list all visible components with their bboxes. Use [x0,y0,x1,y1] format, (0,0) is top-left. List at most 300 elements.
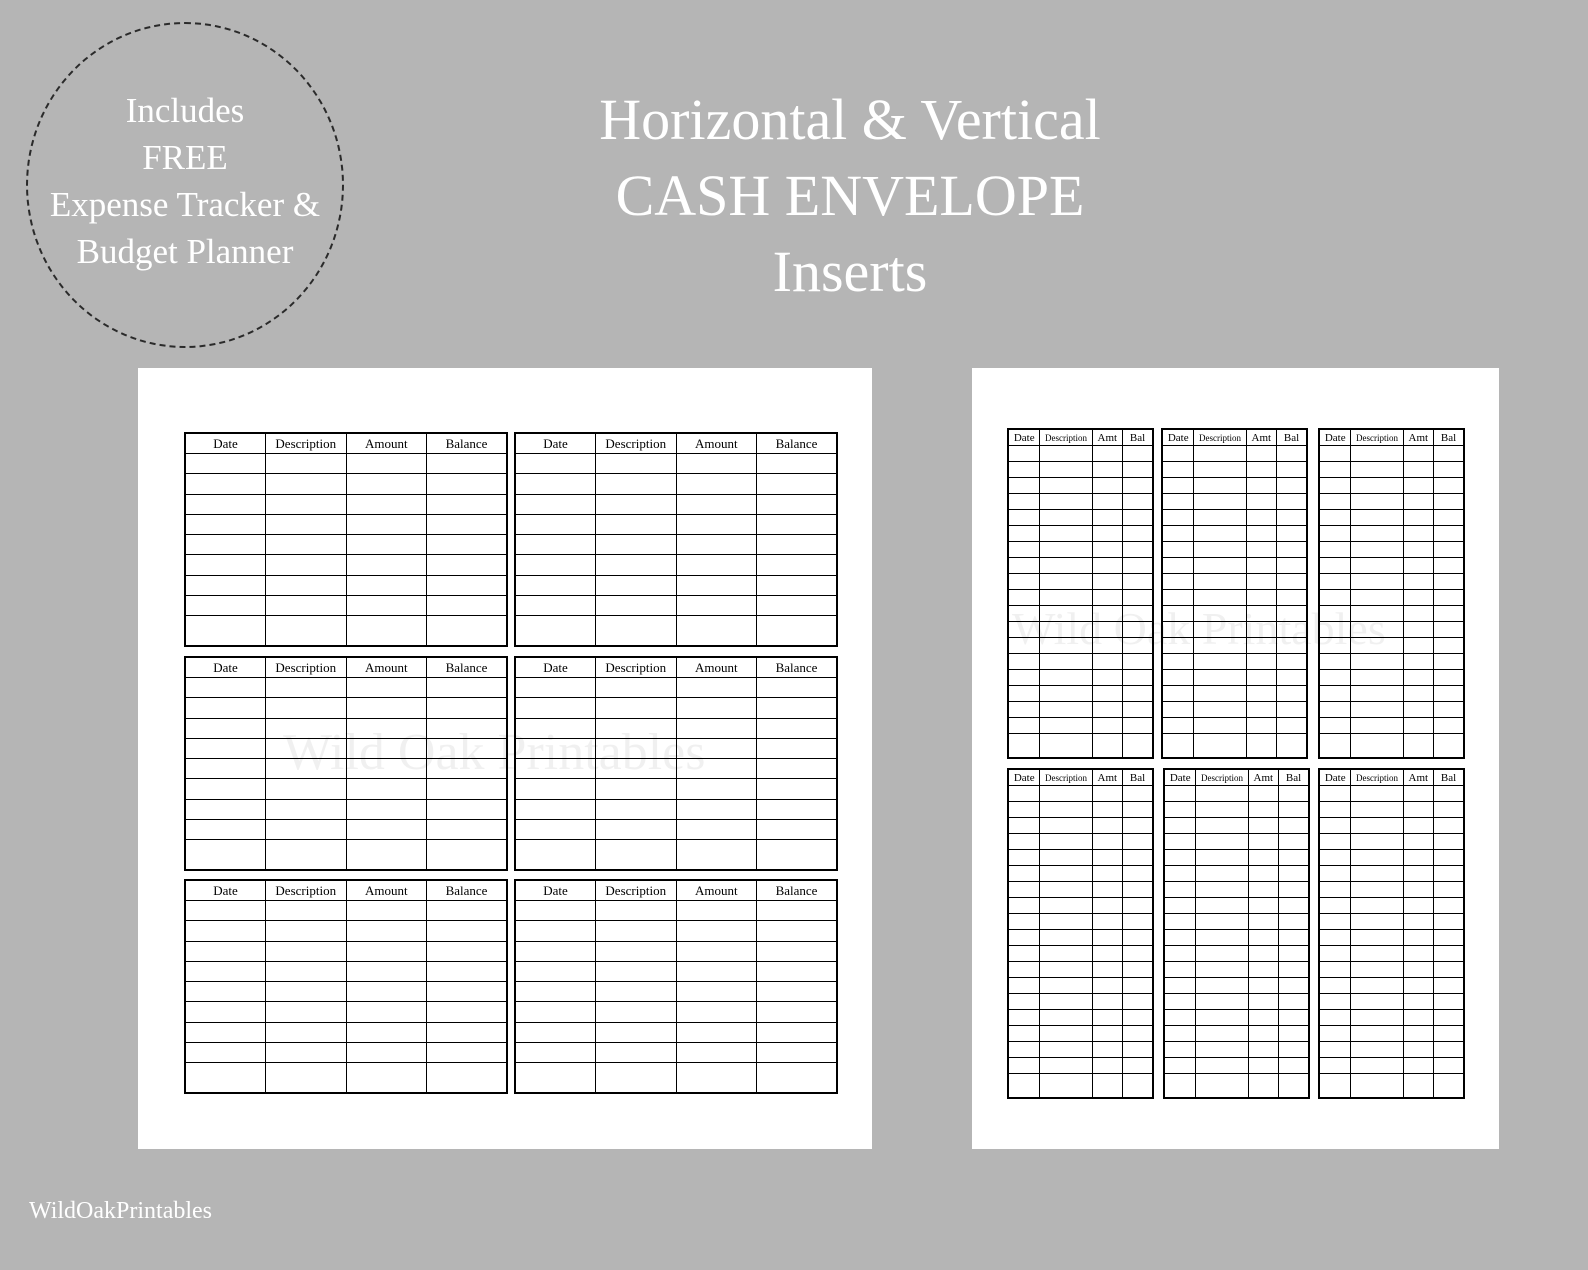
blank-cell [1279,978,1309,994]
table-row [1164,898,1309,914]
table-row [1008,574,1153,590]
blank-cell [1277,478,1307,494]
blank-cell [266,901,347,921]
blank-cell [1123,866,1153,882]
blank-cell [1092,1058,1122,1074]
blank-cell [1040,866,1092,882]
blank-cell [1319,446,1351,462]
blank-cell [1196,802,1248,818]
column-header-date: Date [1319,769,1351,786]
blank-cell [1040,702,1092,718]
table-row [185,718,507,738]
blank-cell [346,1002,427,1022]
blank-cell [1434,978,1464,994]
blank-cell [346,575,427,595]
blank-cell [1319,1074,1351,1098]
h-ledger-table [184,879,508,1094]
table-row [1319,914,1464,930]
blank-cell [1351,462,1403,478]
blank-cell [676,678,757,698]
blank-cell [1008,850,1040,866]
column-header-amount: Amount [676,433,757,454]
header-row [1319,769,1464,786]
blank-cell [1123,1058,1153,1074]
table-row [1319,606,1464,622]
blank-cell [1196,994,1248,1010]
blank-cell [596,1022,677,1042]
blank-cell [1196,930,1248,946]
blank-cell [515,799,596,819]
blank-cell [1434,478,1464,494]
blank-cell [757,555,838,575]
blank-cell [1164,1074,1196,1098]
blank-cell [1194,734,1246,758]
blank-cell [266,921,347,941]
blank-cell [757,921,838,941]
blank-cell [1040,786,1092,802]
blank-cell [1319,734,1351,758]
table-row [1319,882,1464,898]
blank-cell [1092,994,1122,1010]
blank-cell [1351,670,1403,686]
blank-cell [1162,510,1194,526]
table-row [515,454,837,474]
blank-cell [1279,802,1309,818]
blank-cell [1351,1026,1403,1042]
blank-cell [1434,962,1464,978]
blank-cell [1008,590,1040,606]
blank-cell [596,840,677,871]
blank-cell [1092,478,1122,494]
table-row [1164,978,1309,994]
table-row [1319,834,1464,850]
table-row [515,941,837,961]
table-row [1008,542,1153,558]
blank-cell [427,840,508,871]
blank-cell [1162,558,1194,574]
table-row [1162,590,1307,606]
blank-cell [1123,478,1153,494]
blank-cell [1277,606,1307,622]
table-row [1008,462,1153,478]
blank-cell [1351,494,1403,510]
blank-cell [1351,702,1403,718]
table-row [1162,670,1307,686]
blank-cell [1351,946,1403,962]
blank-cell [596,454,677,474]
blank-cell [427,799,508,819]
table-row [185,779,507,799]
blank-cell [1246,590,1276,606]
blank-cell [266,474,347,494]
table-row [1319,702,1464,718]
blank-cell [185,474,266,494]
blank-cell [1196,1058,1248,1074]
table-row [1162,622,1307,638]
blank-cell [1434,1042,1464,1058]
blank-cell [1040,526,1092,542]
blank-cell [757,819,838,839]
blank-cell [1351,686,1403,702]
column-header-date: Date [515,433,596,454]
blank-cell [676,901,757,921]
blank-cell [1008,930,1040,946]
blank-cell [427,921,508,941]
blank-cell [266,961,347,981]
table-row [1319,946,1464,962]
column-header-date: Date [1162,429,1194,446]
blank-cell [1040,1042,1092,1058]
blank-cell [1246,638,1276,654]
blank-cell [1403,850,1433,866]
blank-cell [1092,818,1122,834]
blank-cell [185,799,266,819]
blank-cell [1277,574,1307,590]
blank-cell [1196,962,1248,978]
blank-cell [427,759,508,779]
blank-cell [1319,914,1351,930]
table-row [1319,1058,1464,1074]
header-row [1164,769,1309,786]
h-ledger-table [514,656,838,871]
blank-cell [757,961,838,981]
blank-cell [1403,1058,1433,1074]
blank-cell [1246,510,1276,526]
blank-cell [1040,734,1092,758]
blank-cell [1248,898,1278,914]
blank-cell [1403,818,1433,834]
blank-cell [1246,654,1276,670]
blank-cell [1403,1010,1433,1026]
blank-cell [1277,638,1307,654]
blank-cell [1351,446,1403,462]
blank-cell [1040,638,1092,654]
table-row [185,819,507,839]
blank-cell [1403,962,1433,978]
blank-cell [757,698,838,718]
blank-cell [515,819,596,839]
blank-cell [1434,1074,1464,1098]
blank-cell [1403,898,1433,914]
table-row [1162,462,1307,478]
blank-cell [1434,526,1464,542]
blank-cell [1248,834,1278,850]
blank-cell [1403,558,1433,574]
blank-cell [266,759,347,779]
column-header-date: Date [515,657,596,678]
blank-cell [1092,654,1122,670]
blank-cell [1008,914,1040,930]
blank-cell [515,678,596,698]
table-row [185,535,507,555]
blank-cell [1040,494,1092,510]
blank-cell [515,941,596,961]
blank-cell [1246,526,1276,542]
blank-cell [1040,622,1092,638]
blank-cell [427,616,508,647]
blank-cell [1434,494,1464,510]
blank-cell [427,1063,508,1094]
blank-cell [1123,494,1153,510]
blank-cell [427,474,508,494]
table-row [1162,686,1307,702]
table-row [1008,526,1153,542]
blank-cell [1319,622,1351,638]
blank-cell [1008,494,1040,510]
table-row [515,718,837,738]
blank-cell [1403,654,1433,670]
blank-cell [346,698,427,718]
blank-cell [185,575,266,595]
blank-cell [1123,978,1153,994]
blank-cell [1123,914,1153,930]
header-row [1319,429,1464,446]
blank-cell [346,901,427,921]
blank-cell [596,555,677,575]
column-header-amt: Amt [1403,429,1433,446]
blank-cell [1123,606,1153,622]
blank-cell [1319,978,1351,994]
blank-cell [1351,590,1403,606]
blank-cell [1040,1010,1092,1026]
blank-cell [1248,786,1278,802]
blank-cell [1008,1074,1040,1098]
blank-cell [1277,702,1307,718]
table-row [1164,850,1309,866]
blank-cell [1319,962,1351,978]
table-row [1319,930,1464,946]
blank-cell [515,759,596,779]
blank-cell [1319,994,1351,1010]
blank-cell [1277,542,1307,558]
blank-cell [1351,622,1403,638]
blank-cell [1162,670,1194,686]
blank-cell [1351,718,1403,734]
table-row [185,941,507,961]
table-row [515,738,837,758]
table-row [185,474,507,494]
blank-cell [1008,994,1040,1010]
blank-cell [676,1022,757,1042]
blank-cell [1194,574,1246,590]
table-row [1319,786,1464,802]
blank-cell [427,1042,508,1062]
v-ledger-table [1318,428,1465,759]
table-row [185,1042,507,1062]
column-header-description: Description [596,880,677,901]
blank-cell [1403,510,1433,526]
blank-cell [1164,818,1196,834]
blank-cell [1196,882,1248,898]
table-row [1319,670,1464,686]
blank-cell [1092,734,1122,758]
blank-cell [1092,1042,1122,1058]
blank-cell [185,1022,266,1042]
blank-cell [1123,1026,1153,1042]
blank-cell [1351,734,1403,758]
blank-cell [596,616,677,647]
blank-cell [1351,930,1403,946]
blank-cell [1248,1010,1278,1026]
blank-cell [1092,1074,1122,1098]
blank-cell [515,535,596,555]
blank-cell [427,678,508,698]
table-row [515,921,837,941]
blank-cell [1279,946,1309,962]
blank-cell [1092,930,1122,946]
blank-cell [185,454,266,474]
table-row [1008,898,1153,914]
blank-cell [1196,786,1248,802]
column-header-bal: Bal [1434,769,1464,786]
blank-cell [1008,834,1040,850]
blank-cell [266,1002,347,1022]
blank-cell [1092,946,1122,962]
column-header-balance: Balance [427,433,508,454]
blank-cell [1248,994,1278,1010]
blank-cell [1008,462,1040,478]
table-row [1162,478,1307,494]
table-row [1319,478,1464,494]
blank-cell [1123,818,1153,834]
blank-cell [1279,914,1309,930]
blank-cell [1092,882,1122,898]
table-row [1164,834,1309,850]
blank-cell [1123,734,1153,758]
blank-cell [596,575,677,595]
column-header-balance: Balance [757,880,838,901]
blank-cell [1164,802,1196,818]
blank-cell [1123,962,1153,978]
blank-cell [1319,638,1351,654]
blank-cell [1351,882,1403,898]
table-row [1319,1026,1464,1042]
blank-cell [1196,866,1248,882]
table-row [1319,898,1464,914]
blank-cell [1123,446,1153,462]
blank-cell [1162,638,1194,654]
blank-cell [1164,914,1196,930]
blank-cell [266,779,347,799]
blank-cell [515,840,596,871]
blank-cell [1008,558,1040,574]
blank-cell [1164,1026,1196,1042]
blank-cell [346,921,427,941]
blank-cell [1008,718,1040,734]
table-row [1008,802,1153,818]
blank-cell [1008,542,1040,558]
table-row [515,514,837,534]
column-header-description: Description [1351,769,1403,786]
blank-cell [1279,866,1309,882]
blank-cell [1403,686,1433,702]
column-header-description: Description [266,433,347,454]
blank-cell [1246,734,1276,758]
blank-cell [1040,994,1092,1010]
blank-cell [185,718,266,738]
blank-cell [1164,898,1196,914]
blank-cell [1434,1010,1464,1026]
blank-cell [596,819,677,839]
blank-cell [515,514,596,534]
table-row [1008,994,1153,1010]
table-row [1162,654,1307,670]
blank-cell [1123,994,1153,1010]
blank-cell [1194,590,1246,606]
table-row [1319,1074,1464,1098]
blank-cell [676,921,757,941]
blank-cell [1277,494,1307,510]
table-row [1164,802,1309,818]
blank-cell [185,779,266,799]
h-ledger-table [514,879,838,1094]
blank-cell [1434,686,1464,702]
blank-cell [757,535,838,555]
table-row [1319,994,1464,1010]
table-row [1008,1042,1153,1058]
blank-cell [1277,718,1307,734]
column-header-bal: Bal [1123,769,1153,786]
blank-cell [1008,1010,1040,1026]
blank-cell [1164,962,1196,978]
blank-cell [1123,1010,1153,1026]
blank-cell [1123,1042,1153,1058]
column-header-amt: Amt [1248,769,1278,786]
blank-cell [1351,1042,1403,1058]
blank-cell [185,1002,266,1022]
table-row [1164,914,1309,930]
table-row [1319,818,1464,834]
column-header-description: Description [596,657,677,678]
blank-cell [757,779,838,799]
column-header-bal: Bal [1434,429,1464,446]
table-row [1008,914,1153,930]
blank-cell [1319,462,1351,478]
blank-cell [266,575,347,595]
blank-cell [1434,446,1464,462]
blank-cell [1194,542,1246,558]
table-row [515,555,837,575]
blank-cell [266,982,347,1002]
blank-cell [1403,1074,1433,1098]
blank-cell [515,698,596,718]
blank-cell [596,718,677,738]
blank-cell [596,941,677,961]
table-row [1008,478,1153,494]
table-row [1319,718,1464,734]
blank-cell [1403,882,1433,898]
blank-cell [1403,478,1433,494]
blank-cell [1319,1042,1351,1058]
blank-cell [1092,462,1122,478]
blank-cell [1092,526,1122,542]
blank-cell [1008,574,1040,590]
blank-cell [1279,850,1309,866]
blank-cell [346,779,427,799]
blank-cell [1092,802,1122,818]
blank-cell [676,1042,757,1062]
table-row [1162,526,1307,542]
blank-cell [185,961,266,981]
blank-cell [1162,494,1194,510]
table-row [185,678,507,698]
blank-cell [1403,994,1433,1010]
blank-cell [1434,914,1464,930]
table-row [515,1022,837,1042]
blank-cell [515,1022,596,1042]
blank-cell [515,616,596,647]
blank-cell [1277,734,1307,758]
